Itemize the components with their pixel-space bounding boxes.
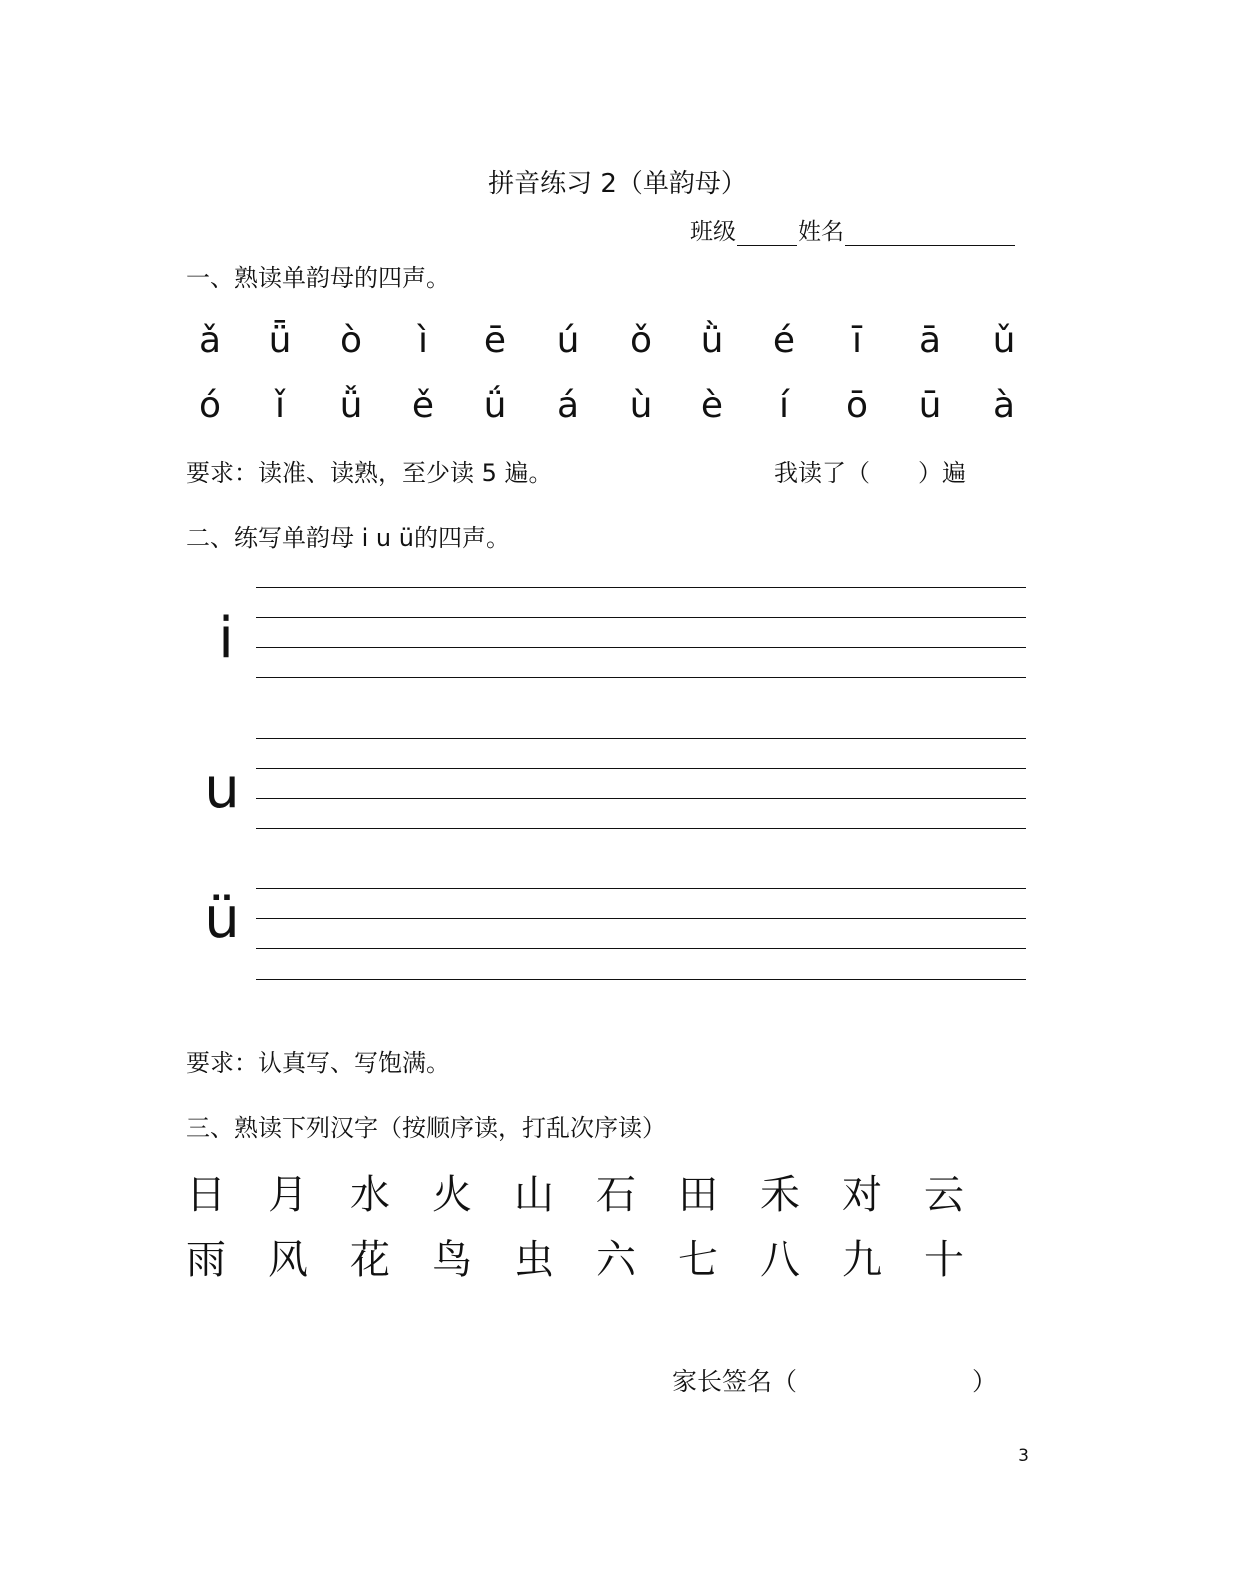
- pinyin-vowel: ì: [417, 320, 428, 361]
- letter-i: i: [218, 606, 234, 671]
- section1-heading: 一、熟读单韵母的四声。: [186, 264, 450, 292]
- writing-line[interactable]: [256, 768, 1026, 769]
- pinyin-vowel: ǔ: [992, 320, 1016, 361]
- read-count[interactable]: 我读了（ ）遍: [774, 459, 966, 487]
- section2-heading: 二、练写单韵母 i u ü的四声。: [186, 524, 510, 552]
- parent-signature[interactable]: 家长签名（ ）: [672, 1367, 998, 1396]
- writing-line[interactable]: [256, 677, 1026, 678]
- pinyin-vowel: ū: [918, 385, 942, 426]
- hanzi-character: 禾: [760, 1172, 800, 1218]
- pinyin-vowel: ǘ: [483, 385, 507, 426]
- pinyin-vowel: ǚ: [339, 385, 363, 426]
- pinyin-vowel: ǎ: [198, 320, 222, 361]
- hanzi-character: 云: [924, 1172, 964, 1218]
- hanzi-character: 水: [350, 1172, 390, 1218]
- hanzi-character: 田: [678, 1172, 718, 1218]
- hanzi-character: 虫: [514, 1237, 554, 1283]
- letter-u: u: [204, 756, 240, 821]
- name-blank[interactable]: [845, 223, 1015, 246]
- hanzi-character: 十: [924, 1237, 964, 1283]
- writing-line[interactable]: [256, 979, 1026, 980]
- hanzi-character: 山: [514, 1172, 554, 1218]
- writing-line[interactable]: [256, 828, 1026, 829]
- pinyin-vowel: á: [556, 385, 580, 426]
- pinyin-vowel: ē: [483, 320, 507, 361]
- hanzi-character: 鸟: [432, 1237, 472, 1283]
- hanzi-character: 花: [350, 1237, 390, 1283]
- section2-requirement: 要求：认真写、写饱满。: [186, 1049, 450, 1077]
- pinyin-vowel: à: [992, 385, 1016, 426]
- class-blank[interactable]: [737, 223, 797, 246]
- pinyin-vowel: è: [700, 385, 724, 426]
- name-label: 姓名: [798, 219, 844, 245]
- writing-line[interactable]: [256, 738, 1026, 739]
- pinyin-vowel: ā: [918, 320, 942, 361]
- pinyin-vowel: ǐ: [274, 385, 285, 426]
- writing-line[interactable]: [256, 587, 1026, 588]
- pinyin-vowel: ò: [339, 320, 363, 361]
- pinyin-vowel: í: [778, 385, 789, 426]
- pinyin-vowel: ǖ: [268, 320, 292, 361]
- hanzi-character: 火: [432, 1172, 472, 1218]
- hanzi-character: 六: [596, 1237, 636, 1283]
- writing-line[interactable]: [256, 647, 1026, 648]
- pinyin-vowel: ó: [198, 385, 222, 426]
- hanzi-character: 七: [678, 1237, 718, 1283]
- pinyin-vowel: é: [772, 320, 796, 361]
- class-name-line: [690, 213, 1016, 246]
- section3-heading: 三、熟读下列汉字（按顺序读，打乱次序读）: [186, 1114, 666, 1142]
- writing-line[interactable]: [256, 798, 1026, 799]
- letter-u-umlaut: ü: [204, 886, 240, 951]
- writing-line[interactable]: [256, 888, 1026, 889]
- pinyin-vowel: ī: [851, 320, 862, 361]
- page-title: 拼音练习 2（单韵母）: [488, 169, 747, 199]
- hanzi-character: 八: [760, 1237, 800, 1283]
- writing-line[interactable]: [256, 617, 1026, 618]
- writing-line[interactable]: [256, 918, 1026, 919]
- hanzi-character: 石: [596, 1172, 636, 1218]
- pinyin-vowel: ō: [845, 385, 869, 426]
- hanzi-character: 月: [268, 1172, 308, 1218]
- pinyin-vowel: ǒ: [629, 320, 653, 361]
- writing-line[interactable]: [256, 948, 1026, 949]
- pinyin-vowel: ě: [411, 385, 435, 426]
- page-number: 3: [1018, 1446, 1029, 1466]
- hanzi-character: 风: [268, 1237, 308, 1283]
- hanzi-character: 对: [842, 1172, 882, 1218]
- pinyin-vowel: ù: [629, 385, 653, 426]
- class-label: 班级: [690, 219, 736, 245]
- hanzi-character: 九: [842, 1237, 882, 1283]
- hanzi-character: 日: [186, 1172, 226, 1218]
- section1-requirement: 要求：读准、读熟，至少读 5 遍。: [186, 459, 553, 487]
- hanzi-character: 雨: [186, 1237, 226, 1283]
- pinyin-vowel: ǜ: [700, 320, 724, 361]
- pinyin-vowel: ú: [556, 320, 580, 361]
